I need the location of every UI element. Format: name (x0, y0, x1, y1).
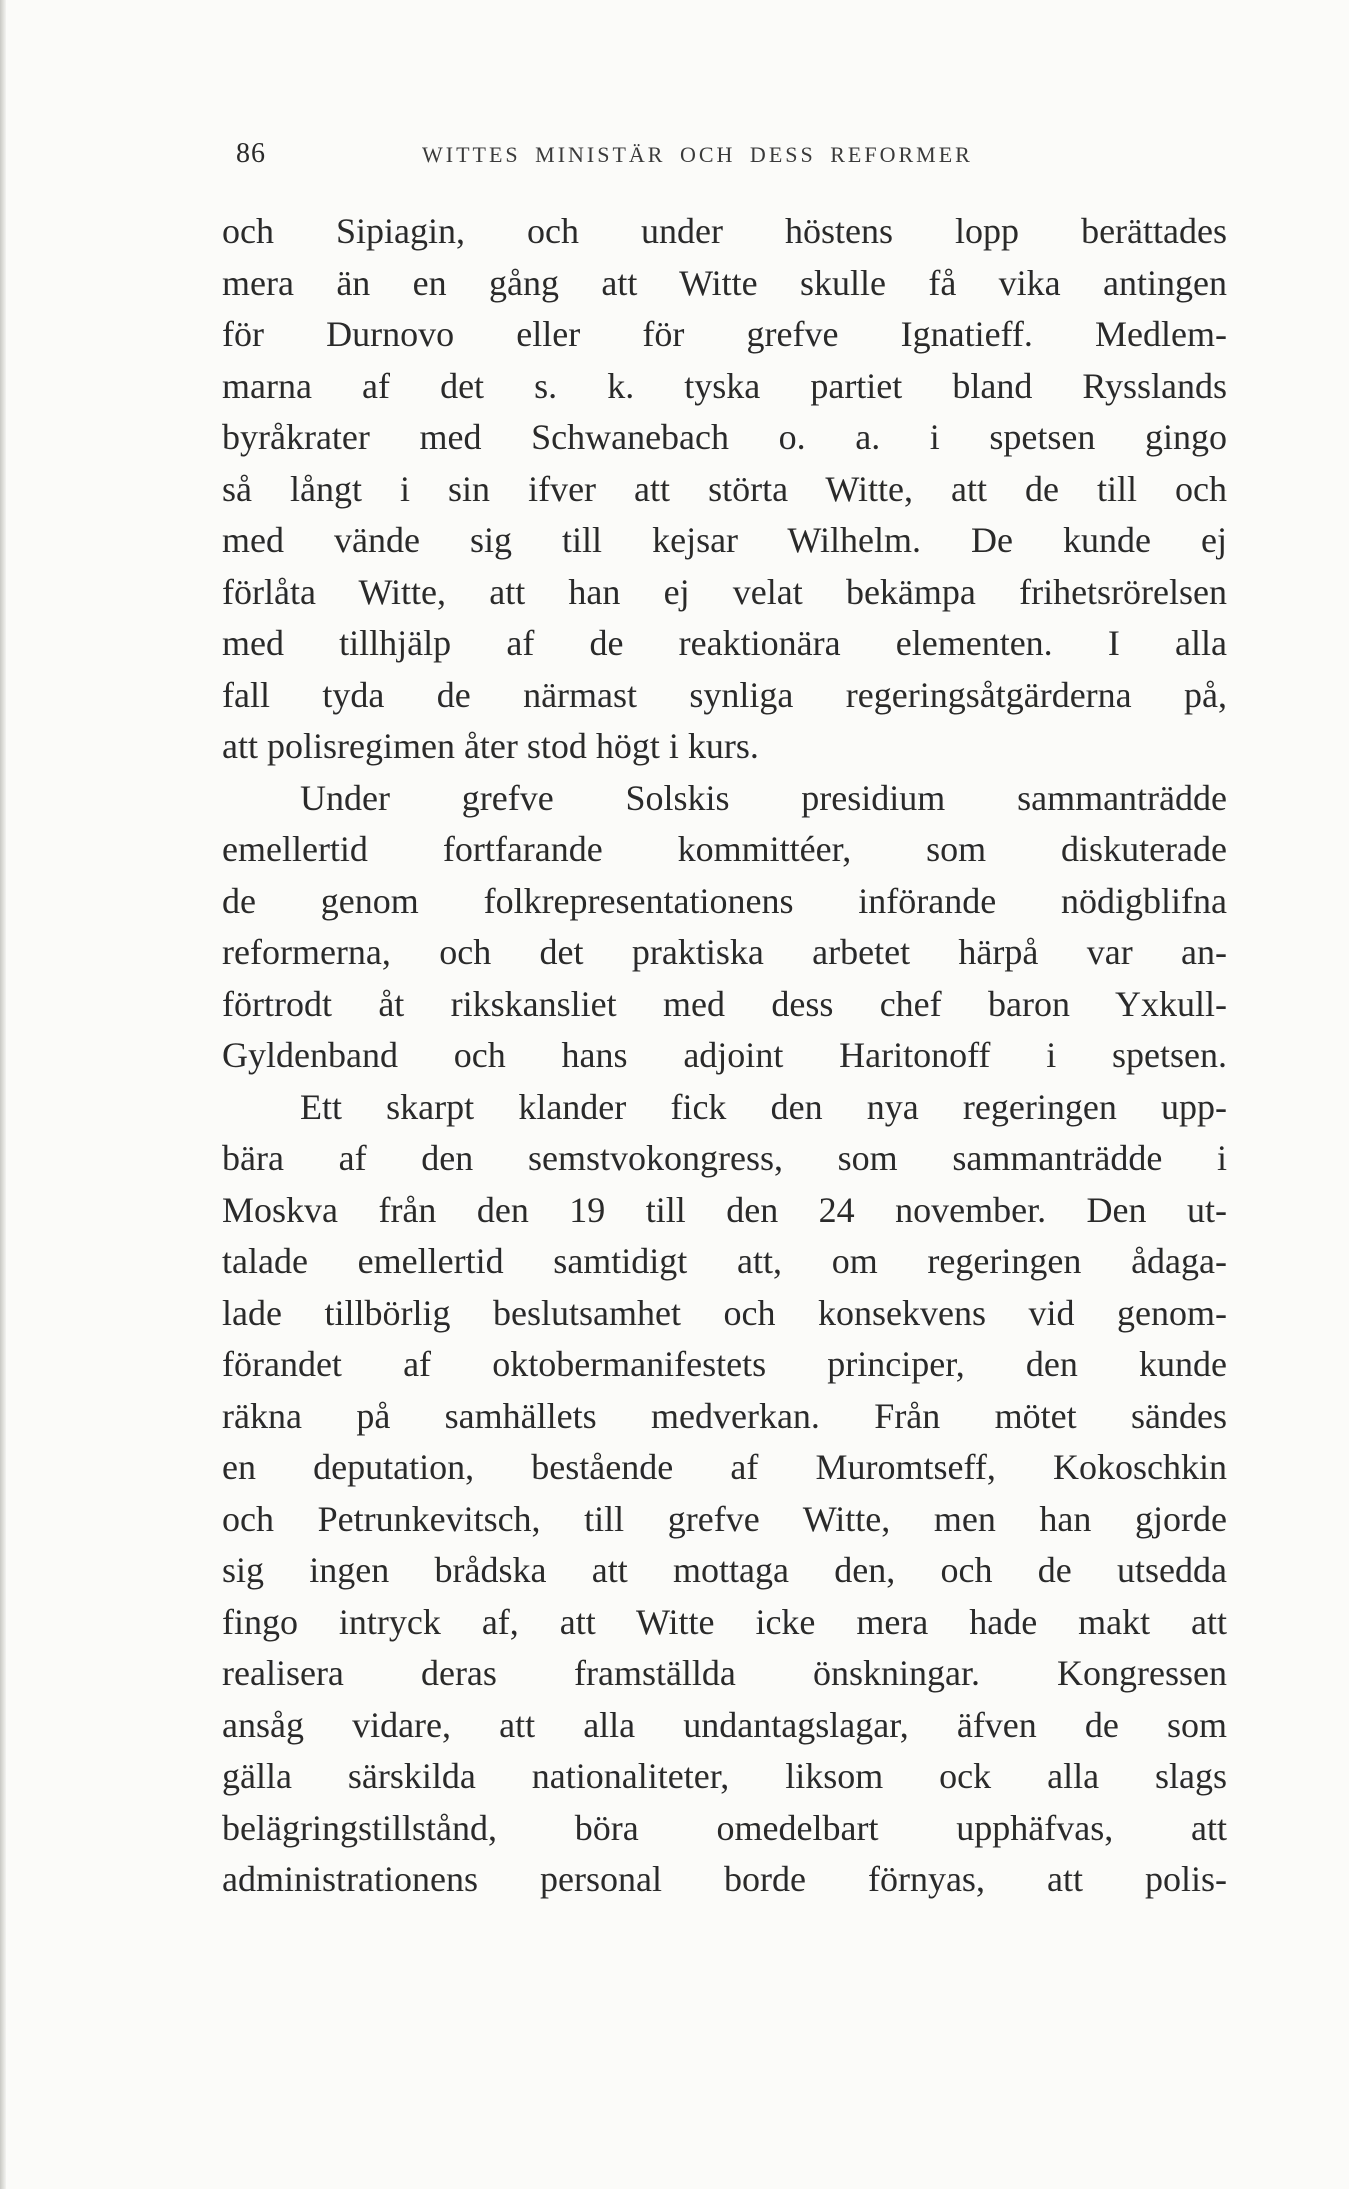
text-line: och Petrunkevitsch, till grefve Witte, men han gjorde (222, 1498, 1227, 1539)
page-number: 86 (236, 138, 266, 169)
text-line: talade emellertid samtidigt att, om regeringen ådaga- (222, 1241, 1227, 1281)
page-header (236, 138, 1236, 178)
text-line: ansåg vidare, att alla undantagslagar, äfven de som (222, 1704, 1227, 1745)
running-title: WITTES MINISTÄR OCH DESS REFORMER (422, 142, 973, 167)
text-line: realisera deras framställda önskningar. Kongressen (222, 1653, 1227, 1693)
text-line: fall tyda de närmast synliga regeringsåtgärderna på, (222, 674, 1227, 715)
text-line: att polisregimen åter stod högt i kurs. (222, 726, 759, 766)
text-line: Gyldenband och hans adjoint Haritonoff i spetsen. (222, 1035, 1227, 1075)
page-edge-shadow (0, 0, 6, 2189)
text-line: belägringstillstånd, böra omedelbart upphäfvas, att (222, 1807, 1227, 1848)
text-line: emellertid fortfarande kommittéer, som diskuterade (222, 829, 1227, 869)
text-line: sig ingen brådska att mottaga den, och de utsedda (222, 1550, 1227, 1590)
text-line: Moskva från den 19 till den 24 november. Den ut- (222, 1189, 1227, 1230)
text-line: byråkrater med Schwanebach o. a. i spetsen gingo (222, 417, 1227, 457)
text-line: de genom folkrepresentationens införande nödigblifna (222, 880, 1227, 921)
text-line: mera än en gång att Witte skulle få vika antingen (222, 262, 1227, 303)
text-line: för Durnovo eller för grefve Ignatieff. Medlem- (222, 314, 1227, 354)
text-line: förtrodt åt rikskansliet med dess chef baron Yxkull- (222, 983, 1227, 1024)
text-line: bära af den semstvokongress, som sammanträdde i (222, 1138, 1227, 1178)
text-line: fingo intryck af, att Witte icke mera hade makt att (222, 1601, 1227, 1642)
text-line: och Sipiagin, och under höstens lopp berättades (222, 211, 1227, 251)
text-line: marna af det s. k. tyska partiet bland Rysslands (222, 365, 1227, 406)
body-text (222, 206, 1227, 1906)
text-line: räkna på samhällets medverkan. Från mötet sändes (222, 1395, 1227, 1436)
text-line: förandet af oktobermanifestets principer, den kunde (222, 1344, 1227, 1384)
text-line: med vände sig till kejsar Wilhelm. De kunde ej (222, 520, 1227, 560)
text-line: Ett skarpt klander fick den nya regeringen upp- (300, 1086, 1227, 1127)
text-line: en deputation, bestående af Muromtseff, Kokoschkin (222, 1447, 1227, 1487)
text-line: med tillhjälp af de reaktionära elementen. I alla (222, 623, 1227, 663)
text-line: gälla särskilda nationaliteter, liksom ock alla slags (222, 1756, 1227, 1796)
text-line: så långt i sin ifver att störta Witte, att de till och (222, 468, 1227, 509)
text-line: reformerna, och det praktiska arbetet härpå var an- (222, 932, 1227, 972)
text-line: Under grefve Solskis presidium sammanträdde (300, 777, 1227, 818)
text-line: förlåta Witte, att han ej velat bekämpa frihetsrörelsen (222, 571, 1227, 612)
text-line: lade tillbörlig beslutsamhet och konsekvens vid genom- (222, 1292, 1227, 1333)
text-line: administrationens personal borde förnyas, att polis- (222, 1859, 1227, 1899)
